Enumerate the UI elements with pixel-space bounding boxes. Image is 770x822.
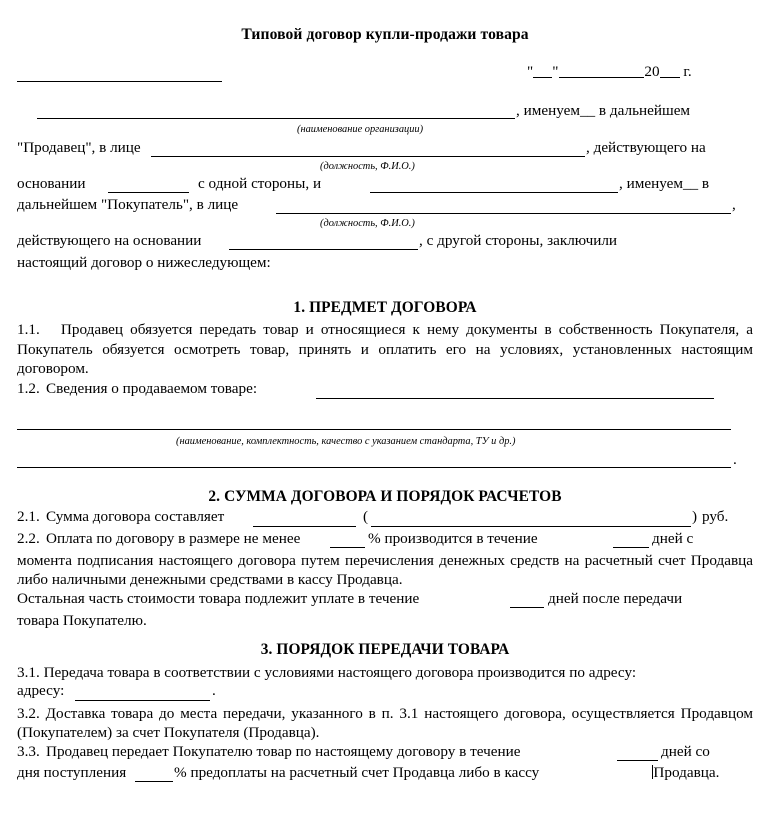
preamble-basis-lead: основании: [17, 174, 86, 192]
payment-days-blank[interactable]: [613, 547, 649, 548]
preamble-line-org: [0, 101, 770, 125]
date-row: [0, 59, 770, 101]
section-2-heading: 2. СУММА ДОГОВОРА И ПОРЯДОК РАСЧЕТОВ: [208, 487, 562, 505]
year-prefix: 20: [644, 62, 660, 80]
remainder-days-blank[interactable]: [510, 607, 544, 608]
buyer-organization-blank[interactable]: [370, 192, 618, 193]
clause-2-2-seg1: Оплата по договору в размере не менее: [46, 530, 301, 548]
clause-2-2-continuation: момента подписания настоящего договора путем перечисления денежных средств на расчетный счет Продавца либо наличными денежными средствами в кассу Продавца.: [17, 552, 753, 589]
clause-1-2-number: 1.2.: [17, 379, 40, 397]
clause-3-1-trailing-period: .: [212, 682, 216, 700]
preamble-seller-lead: "Продавец", в лице: [17, 138, 141, 156]
annotation-position-2: (должность, Ф.И.О.): [320, 217, 415, 229]
clause-2-2-seg4: Остальная часть стоимости товара подлежит уплате в течение: [17, 589, 420, 607]
contract-sum-paren-close: ): [692, 508, 698, 526]
clause-3-1-address-label: адресу:: [17, 682, 65, 700]
payment-percent-blank[interactable]: [330, 547, 365, 548]
year-suffix: г.: [683, 62, 692, 80]
clause-3-3-number: 3.3.: [17, 742, 40, 760]
clause-2-2-seg2: % производится в течение: [368, 530, 538, 548]
clause-3-3-seg2-start: дней со: [661, 742, 710, 760]
preamble-line-basis-2: [0, 232, 770, 253]
preamble-basis2-tail: , с другой стороны, заключили: [419, 231, 618, 249]
clause-2-1: [0, 508, 770, 530]
seller-basis-blank[interactable]: [108, 192, 189, 193]
annotation-position-2-row: [0, 218, 770, 232]
delivery-address-blank[interactable]: [75, 700, 210, 701]
clause-1-1: [0, 320, 770, 378]
clause-1-2-trailing-period: .: [733, 450, 737, 468]
clause-2-2-seg3-start: дней с: [652, 530, 694, 548]
annotation-organization-row: [0, 125, 770, 138]
date-field-group: [527, 64, 692, 79]
day-blank[interactable]: [533, 77, 552, 78]
contract-sum-digits-blank[interactable]: [253, 526, 356, 527]
clause-3-1-lead: Передача товара в соответствии с условиями настоящего договора производится по адресу:: [43, 663, 637, 681]
preamble-line1-tail: , именуем__ в дальнейшем: [516, 101, 691, 119]
organization-name-blank[interactable]: [37, 118, 515, 119]
clause-3-3-line-1: [0, 743, 770, 764]
clause-3-2-text: Доставка товара до места передачи, указанного в п. 3.1 настоящего договора, осуществляется Продавцом (Покупателем) за счет Покупателя (Продавца).: [17, 705, 753, 742]
clause-2-1-lead: Сумма договора составляет: [46, 508, 225, 526]
month-blank[interactable]: [559, 77, 644, 78]
buyer-representative-blank[interactable]: [276, 213, 731, 214]
clause-1-2-text: Сведения о продаваемом товаре:: [46, 379, 258, 397]
clause-2-2-line-remainder: [0, 590, 770, 611]
preamble-closing-line: настоящий договор о нижеследующем:: [17, 253, 271, 271]
clause-3-2: [0, 704, 770, 743]
preamble-line-buyer: [0, 196, 770, 218]
contract-sum-paren-open: (: [363, 508, 369, 526]
clause-3-1: [0, 663, 770, 682]
contract-sum-currency: руб.: [702, 508, 729, 526]
section-3-heading: 3. ПОРЯДОК ПЕРЕДАЧИ ТОВАРА: [260, 641, 510, 659]
seller-representative-blank[interactable]: [151, 156, 585, 157]
section-1-heading: 1. ПРЕДМЕТ ДОГОВОРА: [293, 299, 477, 316]
buyer-basis-blank[interactable]: [229, 249, 418, 250]
goods-description-blank-2[interactable]: [17, 429, 731, 430]
annotation-position-1-row: [0, 162, 770, 175]
contract-place-blank[interactable]: [17, 81, 222, 82]
annotation-goods-row: [0, 434, 770, 450]
goods-description-blank-2-row: [0, 404, 770, 434]
clause-3-3-seg2-tail: дня поступления: [17, 763, 127, 781]
preamble-basis-tail: , именуем__ в: [619, 174, 710, 192]
clause-3-1-address-row: [0, 682, 770, 704]
clause-2-2-tail: товара Покупателю.: [17, 611, 147, 629]
clause-3-3-seg4: Продавца.: [653, 763, 720, 781]
clause-3-3-line-2: [0, 764, 770, 785]
preamble-seller-tail: , действующего на: [586, 138, 706, 156]
clause-2-2-number: 2.2.: [17, 530, 40, 548]
contract-sum-words-blank[interactable]: [371, 526, 691, 527]
clause-2-2-seg5-start: дней после передачи: [548, 589, 683, 607]
clause-1-2: [0, 380, 770, 404]
clause-2-1-number: 2.1.: [17, 508, 40, 526]
clause-3-2-number: 3.2.: [17, 705, 40, 723]
clause-3-3-seg3: % предоплаты на расчетный счет Продавца либо в кассу: [174, 763, 540, 781]
goods-description-blank-3[interactable]: [17, 467, 731, 468]
goods-description-blank-3-row: [0, 450, 770, 476]
preamble-basis2-lead: действующего на основании: [17, 231, 202, 249]
preamble-line-basis-1: [0, 175, 770, 196]
year-blank[interactable]: [660, 77, 680, 78]
annotation-goods-description: (наименование, комплектность, качество с указанием стандарта, ТУ и др.): [176, 435, 516, 447]
preamble-line-seller: [0, 138, 770, 162]
clause-3-3-seg4-group: [651, 765, 719, 780]
prepayment-percent-blank[interactable]: [135, 781, 173, 782]
clause-2-2-line-1: [0, 530, 770, 551]
goods-description-blank-1[interactable]: [316, 398, 714, 399]
preamble-buyer-lead: дальнейшем "Покупатель", в лице: [17, 195, 239, 213]
preamble-buyer-tail: ,: [732, 195, 736, 213]
clause-1-1-text: Продавец обязуется передать товар и относящиеся к нему документы в собственность Покупателя, а Покупатель обязуется осмотреть товар, принять и оплатить его на условиях, установленных настоящим договором.: [17, 321, 754, 378]
date-quote-open: ": [527, 62, 534, 80]
annotation-organization: (наименование организации): [297, 123, 424, 135]
clause-3-1-number: 3.1.: [17, 663, 40, 681]
clause-1-1-number: 1.1.: [17, 321, 40, 339]
preamble-basis-mid: с одной стороны, и: [198, 174, 322, 192]
clause-3-3-seg1: Продавец передает Покупателю товар по настоящему договору в течение: [46, 742, 521, 760]
transfer-days-blank[interactable]: [617, 760, 658, 761]
annotation-position-1: (должность, Ф.И.О.): [320, 160, 415, 172]
document-title: Типовой договор купли-продажи товара: [241, 26, 529, 43]
date-quote-close: ": [552, 62, 559, 80]
